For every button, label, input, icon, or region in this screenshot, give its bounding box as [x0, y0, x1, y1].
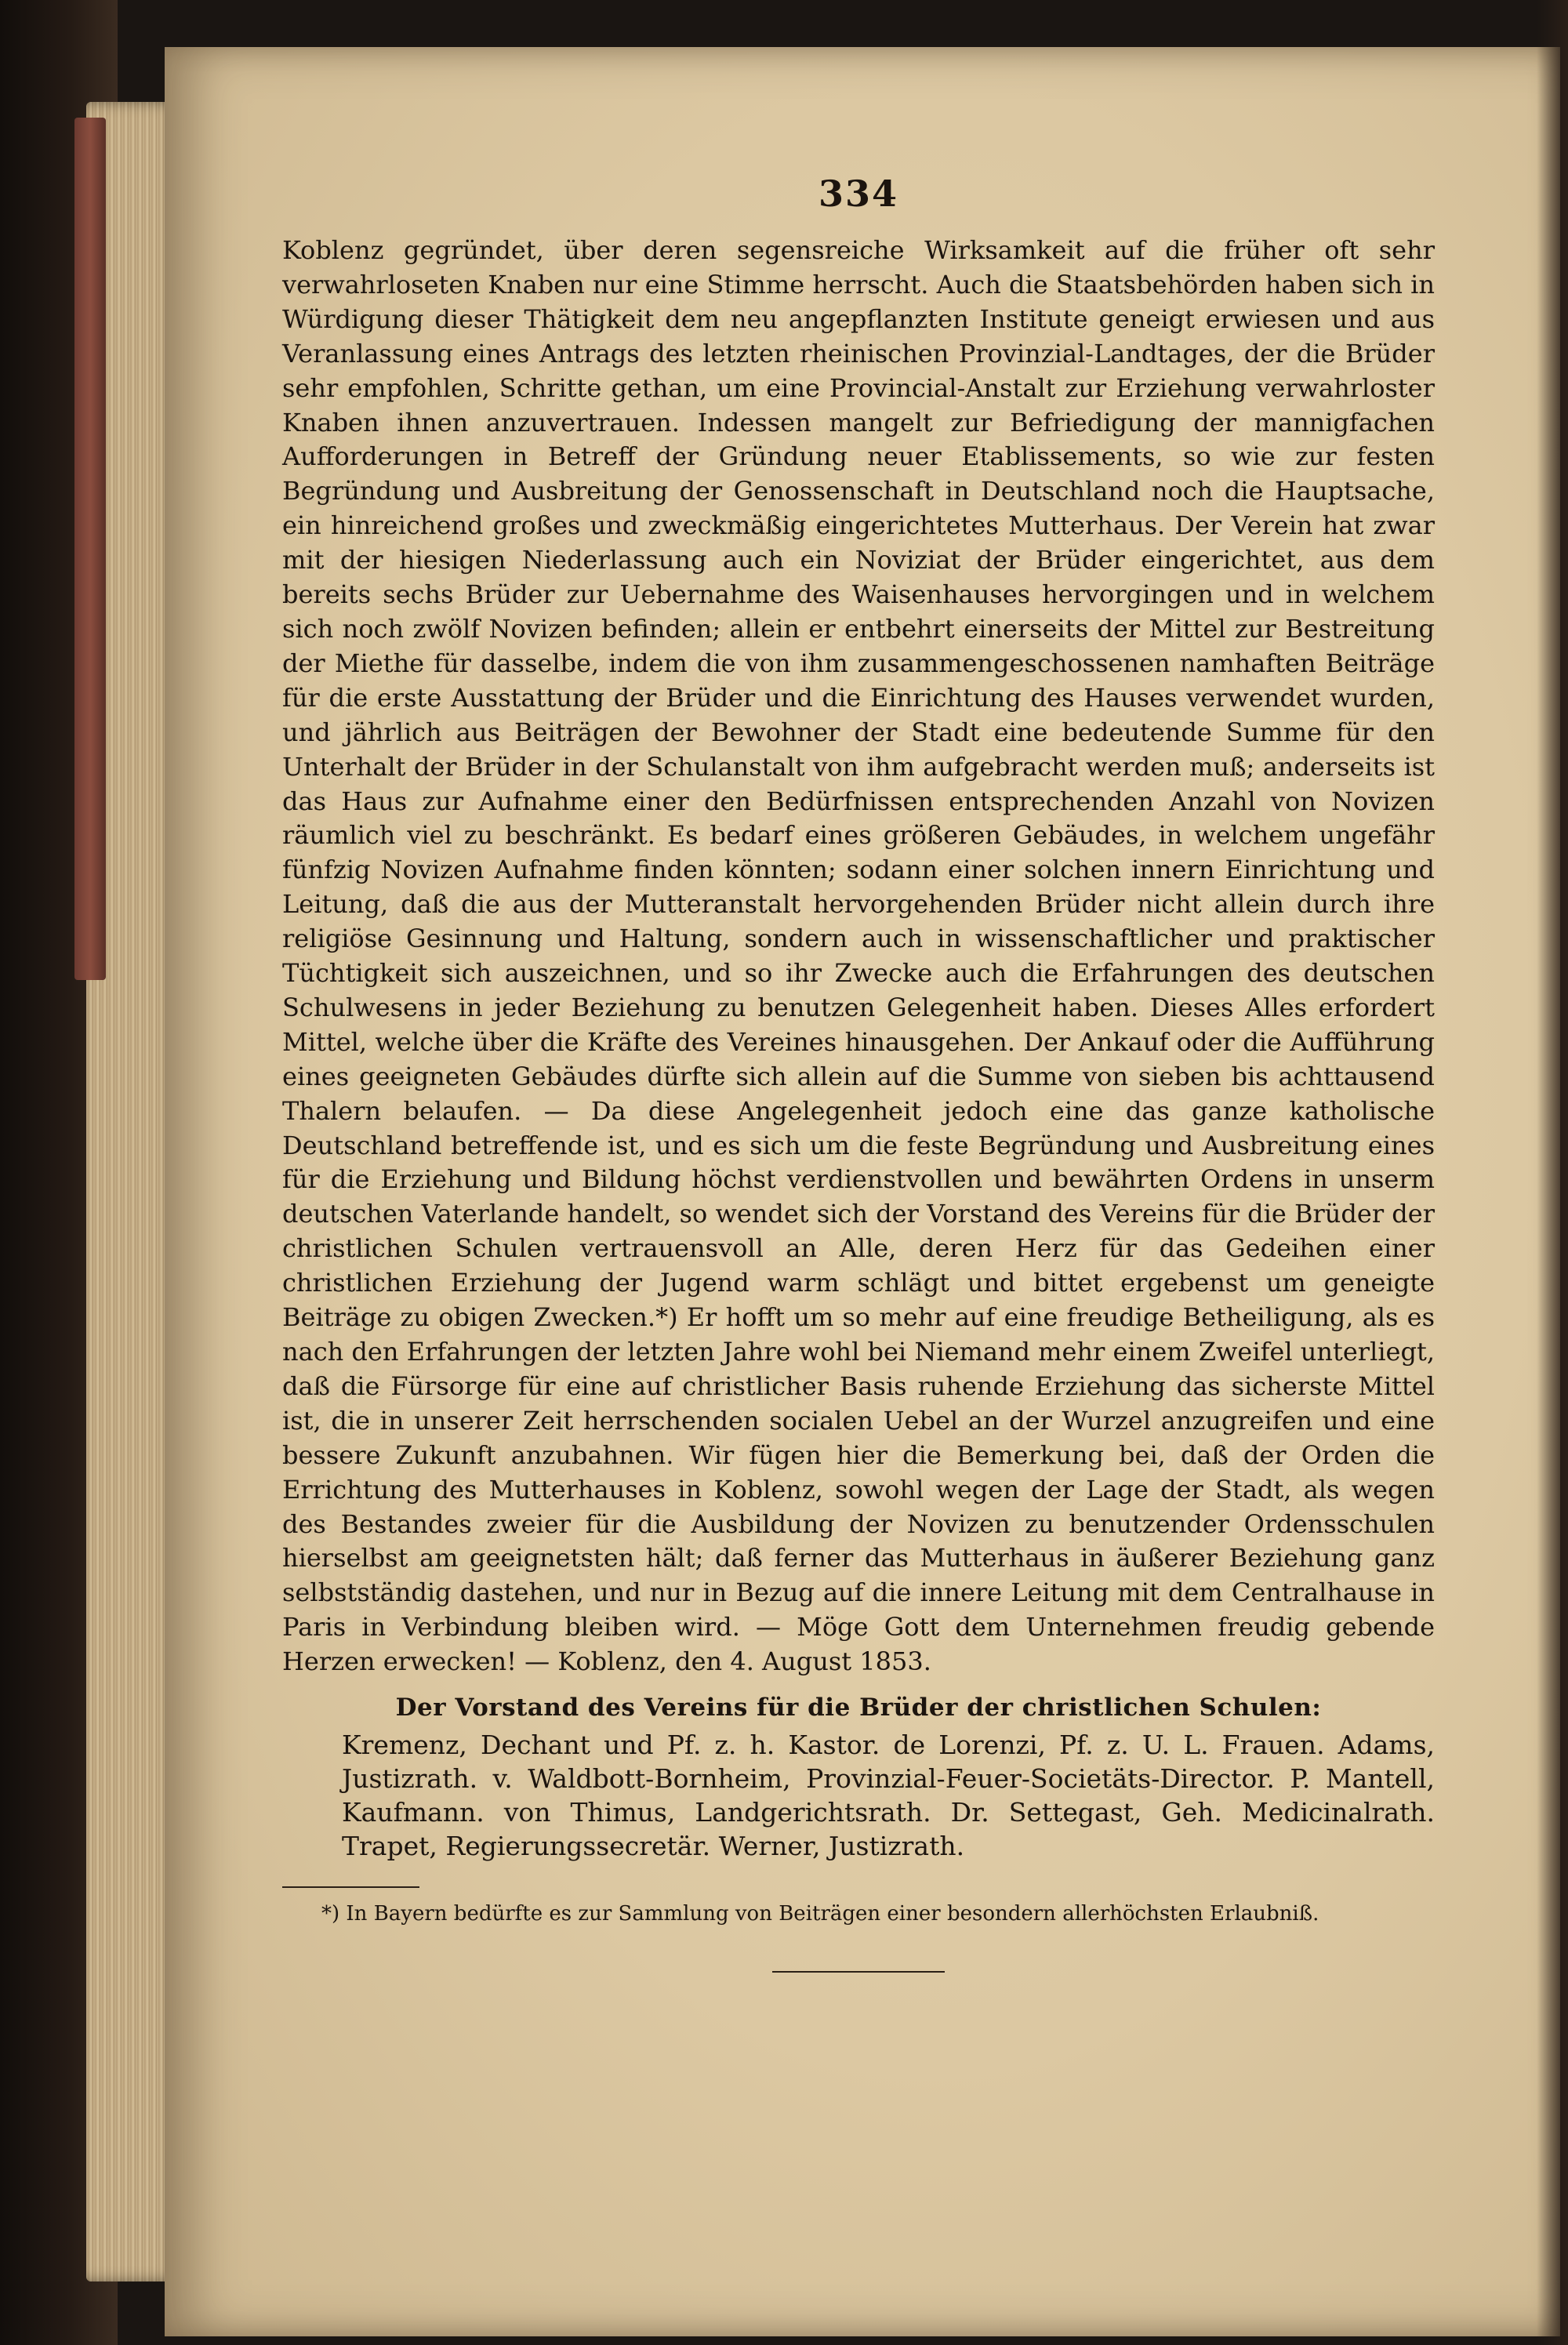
page-number: 334 — [818, 172, 899, 215]
page-sheet — [165, 47, 1560, 2336]
signatories-list: Kremenz, Dechant und Pf. z. h. Kastor. de Lorenzi, Pf. z. U. L. Frauen. Adams, Justizrath. v. Waldbott-Bornheim, Provinzial-Feuer-Societäts-Director. P. Mantell, Kaufmann. von Thimus, Landgerichtsrath. Dr. Settegast, Geh. Medicinalrath. Trapet, Regierungssecretär. Werner, Justizrath. — [342, 1730, 1435, 1862]
right-edge-shadow — [1537, 0, 1568, 2345]
page-content — [282, 172, 1435, 1973]
footnote-divider — [282, 1886, 419, 1888]
footnote: *) In Bayern bedürfte es zur Sammlung von Beiträgen einer besondern allerhöchsten Erlaubniß. — [321, 1902, 1319, 1926]
end-rule — [772, 1971, 945, 1973]
body-paragraph: Koblenz gegründet, über deren segensreiche Wirksamkeit auf die früher oft sehr verwahrloseten Knaben nur eine Stimme herrscht. Auch die Staatsbehörden haben sich in Würdigung dieser Thätigkeit dem neu angepflanzten Institute geneigt erwiesen und aus Veranlassung eines Antrags des letzten rheinischen Provinzial-Landtages, der die Brüder sehr empfohlen, Schritte gethan, um eine Provincial-Anstalt zur Erziehung verwahrloster Knaben ihnen anzuvertrauen. Indessen mangelt zur Befriedigung der mannigfachen Aufforderungen in Betreff der Gründung neuer Etablissements, so wie zur festen Begründung und Ausbreitung der Genossenschaft in Deutschland noch die Hauptsache, ein hinreichend großes und zweckmäßig eingerichtetes Mutterhaus. Der Verein hat zwar mit der hiesigen Niederlassung auch ein Noviziat der Brüder eingerichtet, aus dem bereits sechs Brüder zur Uebernahme des Waisenhauses hervorgingen und in welchem sich noch zwölf Novizen befinden; allein er entbehrt einerseits der Mittel zur Bestreitung der Miethe für dasselbe, indem die von ihm zusammengeschossenen namhaften Beiträge für die erste Ausstattung der Brüder und die Einrichtung des Hauses verwendet wurden, und jährlich aus Beiträgen der Bewohner der Stadt eine bedeutende Summe für den Unterhalt der Brüder in der Schulanstalt von ihm aufgebracht werden muß; anderseits ist das Haus zur Aufnahme einer den Bedürfnissen entsprechenden Anzahl von Novizen räumlich viel zu beschränkt. Es bedarf eines größeren Gebäudes, in welchem ungefähr fünfzig Novizen Aufnahme finden könnten; sodann einer solchen innern Einrichtung und Leitung, daß die aus der Mutteranstalt hervorgehenden Brüder nicht allein durch ihre religiöse Gesinnung und Haltung, sondern auch in wissenschaftlicher und praktischer Tüchtigkeit sich auszeichnen, und so ihr Zwecke auch die Erfahrungen des deutschen Schulwesens in jeder Beziehung zu benutzen Gelegenheit haben. Dieses Alles erfordert Mittel, welche über die Kräfte des Vereines hinausgehen. Der Ankauf oder die Aufführung eines geeigneten Gebäudes dürfte sich allein auf die Summe von sieben bis achttausend Thalern belaufen. — Da diese Angelegenheit jedoch eine das ganze katholische Deutschland betreffende ist, und es sich um die feste Begründung und Ausbreitung eines für die Erziehung und Bildung höchst verdienstvollen und bewährten Ordens in unserm deutschen Vaterlande handelt, so wendet sich der Vorstand des Vereins für die Brüder der christlichen Schulen vertrauensvoll an Alle, deren Herz für das Gedeihen einer christlichen Erziehung der Jugend warm schlägt und bittet ergebenst um geneigte Beiträge zu obigen Zwecken.*) Er hofft um so mehr auf eine freudige Betheiligung, als es nach den Erfahrungen der letzten Jahre wohl bei Niemand mehr einem Zweifel unterliegt, daß die Fürsorge für eine auf christlicher Basis ruhende Erziehung das sicherste Mittel ist, die in unserer Zeit herrschenden socialen Uebel an der Wurzel anzugreifen und eine bessere Zukunft anzubahnen. Wir fügen hier die Bemerkung bei, daß der Orden die Errichtung des Mutterhauses in Koblenz, sowohl wegen der Lage der Stadt, als wegen des Bestandes zweier für die Ausbildung der Novizen zu benutzender Ordensschulen hierselbst am geeignetsten hält; daß ferner das Mutterhaus in äußerer Beziehung ganz selbstständig dastehen, und nur in Bezug auf die innere Leitung mit dem Centralhause in Paris in Verbindung bleiben wird. — Möge Gott dem Unternehmen freudig gebende Herzen erwecken! — Koblenz, den 4. August 1853. — [282, 235, 1436, 1677]
book-spine-binding — [74, 118, 106, 980]
signature-heading: Der Vorstand des Vereins für die Brüder der christlichen Schulen: — [395, 1693, 1322, 1722]
